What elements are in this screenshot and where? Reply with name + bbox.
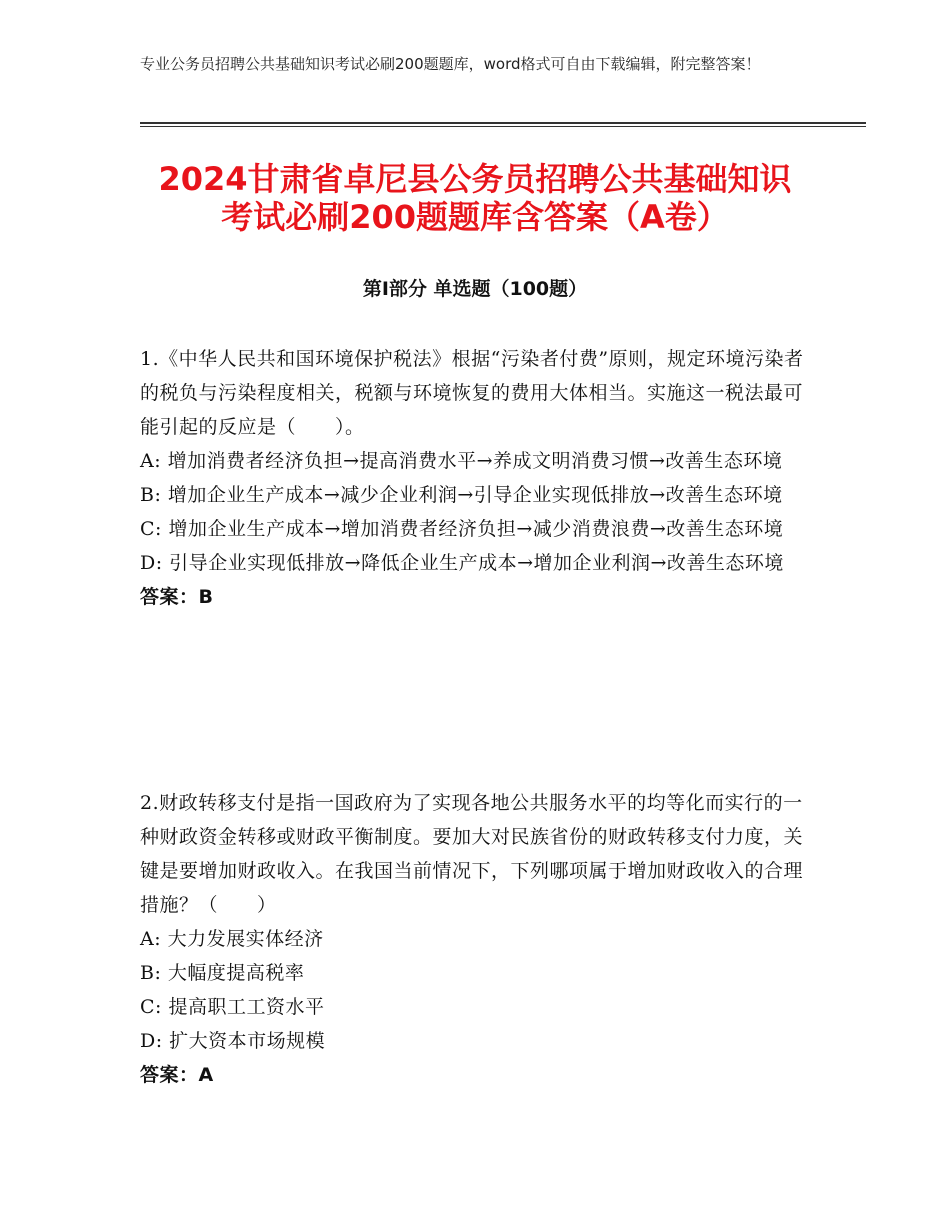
question-2: [140, 786, 815, 1092]
option-b: B: 大幅度提高税率: [140, 962, 305, 984]
option-b: B: 增加企业生产成本→减少企业利润→引导企业实现低排放→改善生态环境: [140, 484, 783, 506]
question-stem: 1.《中华人民共和国环境保护税法》根据“污染者付费”原则，规定环境污染者的税负与污染程度相关，税额与环境恢复的费用大体相当。实施这一税法最可能引起的反应是（ ）。: [140, 348, 804, 438]
header-note: 专业公务员招聘公共基础知识考试必刷200题题库，word格式可自由下载编辑，附完整答案！: [140, 55, 761, 73]
title-line-1: 2024甘肃省卓尼县公务员招聘公共基础知识: [158, 160, 792, 198]
document-title: [100, 160, 850, 236]
option-d: D: 扩大资本市场规模: [140, 1030, 326, 1052]
header-divider-thin: [140, 126, 866, 127]
question-1: [140, 342, 815, 614]
answer: 答案：B: [140, 586, 214, 608]
option-d: D: 引导企业实现低排放→降低企业生产成本→增加企业利润→改善生态环境: [140, 552, 784, 574]
option-a: A: 增加消费者经济负担→提高消费水平→养成文明消费习惯→改善生态环境: [140, 450, 783, 472]
option-c: C: 增加企业生产成本→增加消费者经济负担→减少消费浪费→改善生态环境: [140, 518, 784, 540]
section-heading: 第Ⅰ部分 单选题（100题）: [362, 278, 588, 300]
option-c: C: 提高职工工资水平: [140, 996, 325, 1018]
header-divider: [140, 122, 866, 124]
option-a: A: 大力发展实体经济: [140, 928, 324, 950]
title-line-2: 考试必刷200题题库含答案（A卷）: [221, 198, 729, 236]
answer: 答案：A: [140, 1064, 214, 1086]
question-stem: 2.财政转移支付是指一国政府为了实现各地公共服务水平的均等化而实行的一种财政资金转移或财政平衡制度。要加大对民族省份的财政转移支付力度，关键是要增加财政收入。在我国当前情况下，下列哪项属于增加财政收入的合理措施？（ ）: [140, 792, 804, 916]
